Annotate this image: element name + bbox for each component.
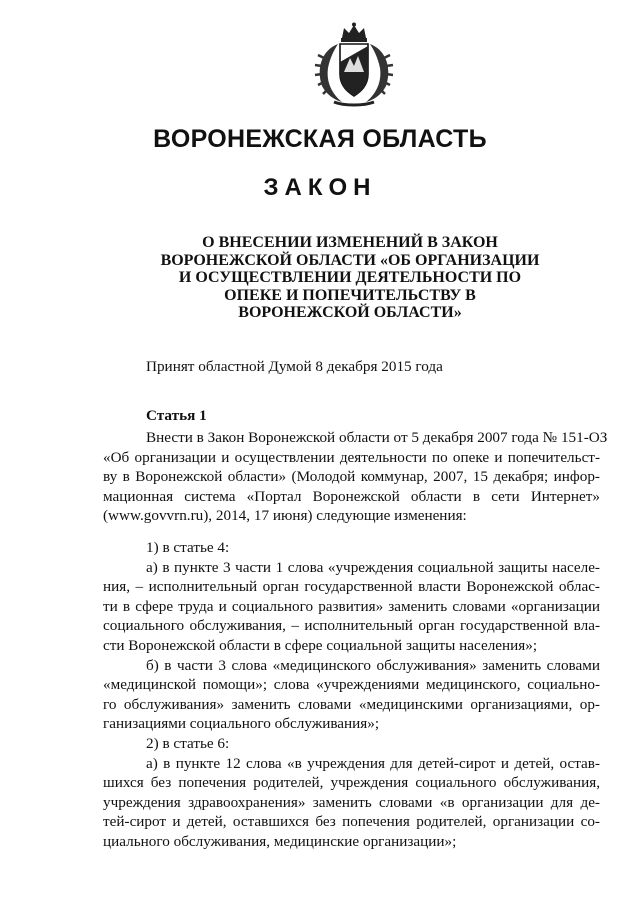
body-line: «медицинской помощи»; слова «учреждениями медицинского, социально- bbox=[103, 676, 600, 694]
body-line: ву в Воронежской области» (Молодой коммунар, 2007, 15 декабря; инфор- bbox=[103, 468, 600, 486]
law-title-line: ОПЕКЕ И ПОПЕЧИТЕЛЬСТВУ В bbox=[224, 286, 476, 304]
body-line: шихся без попечения родителей, учреждения социального обслуживания, bbox=[103, 774, 600, 792]
body-line: ганизациями социального обслуживания»; bbox=[103, 715, 380, 733]
law-title-line: ВОРОНЕЖСКОЙ ОБЛАСТИ» bbox=[238, 304, 462, 321]
body-line: б) в части 3 слова «медицинского обслуживания» заменить словами bbox=[146, 656, 600, 674]
body-line: (www.govvrn.ru), 2014, 17 июня) следующие изменения: bbox=[103, 507, 467, 525]
article-body bbox=[103, 428, 608, 851]
body-line: 1) в статье 4: bbox=[146, 538, 230, 556]
body-line: учреждения здравоохранения» заменить словами «в организации для де- bbox=[103, 793, 600, 811]
body-line: ния, – исполнительный орган государственной власти Воронежской облас- bbox=[103, 578, 600, 596]
body-line: циального обслуживания, медицинские организации»; bbox=[103, 832, 457, 850]
body-line: мационная система «Портал Воронежской области в сети Интернет» bbox=[103, 487, 600, 505]
article-heading: Статья 1 bbox=[146, 407, 207, 424]
adoption-date: Принят областной Думой 8 декабря 2015 года bbox=[146, 358, 443, 375]
voronezh-coat-of-arms-icon bbox=[308, 22, 400, 108]
body-line: а) в пункте 12 слова «в учреждения для детей-сирот и детей, остав- bbox=[146, 754, 600, 772]
law-title-line: И ОСУЩЕСТВЛЕНИИ ДЕЯТЕЛЬНОСТИ ПО bbox=[178, 269, 522, 286]
law-title bbox=[150, 234, 550, 322]
body-line: 2) в статье 6: bbox=[146, 734, 230, 752]
body-line: тей-сирот и детей, оставшихся без попечения родителей, организации со- bbox=[103, 813, 600, 831]
body-line: Внести в Закон Воронежской области от 5 декабря 2007 года № 151-ОЗ bbox=[146, 429, 608, 446]
body-line: социального обслуживания, – исполнительный орган государственной вла- bbox=[103, 617, 600, 635]
law-title-line: ВОРОНЕЖСКОЙ ОБЛАСТИ «ОБ ОРГАНИЗАЦИИ bbox=[160, 251, 540, 269]
region-name: ВОРОНЕЖСКАЯ ОБЛАСТЬ bbox=[153, 125, 487, 153]
body-line: а) в пункте 3 части 1 слова «учреждения социальной защиты населе- bbox=[146, 558, 600, 576]
body-line: ти в сфере труда и социального развития» заменить словами «организации bbox=[103, 597, 600, 615]
document-type: ЗАКОН bbox=[263, 174, 377, 201]
law-title-line: О ВНЕСЕНИИ ИЗМЕНЕНИЙ В ЗАКОН bbox=[202, 234, 498, 251]
body-line: «Об организации и осуществлении деятельности по опеке и попечительст- bbox=[103, 448, 600, 466]
body-line: го обслуживания» заменить словами «медицинскими организациями, ор- bbox=[103, 695, 600, 713]
body-line: сти Воронежской области в сфере социальной защиты населения»; bbox=[103, 636, 538, 654]
